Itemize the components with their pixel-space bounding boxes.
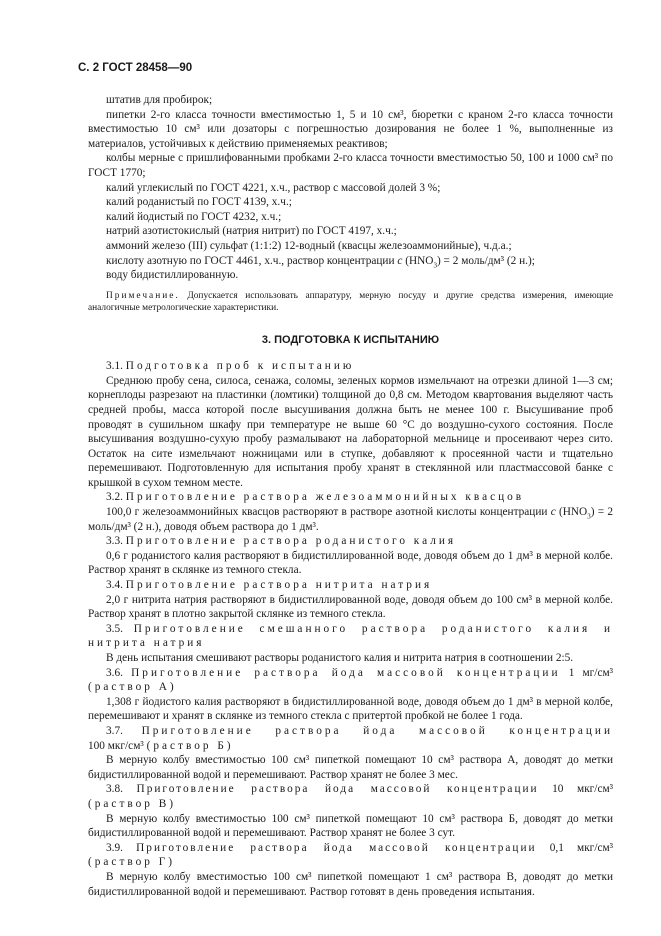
clause-heading-3-3: 3.3. Приготовление раствора роданистого калия — [106, 535, 457, 548]
equipment-item: пипетки 2-го класса точности вместимостью 1, 5 и 10 см³, бюретки с краном 2-го класса точности вместимостью 10 см³ или дозаторы с погрешностью дозирования не более 1 %, выполненные из материалов, устойчивых к действию применяемых реактивов; — [88, 108, 613, 150]
reagent-item: калий роданистый по ГОСТ 4139, х.ч.; — [106, 196, 292, 209]
reagent-item: калий углекислый по ГОСТ 4221, х.ч., раствор с массовой долей 3 %; — [106, 181, 441, 194]
clause-heading-3-2: 3.2. Приготовление раствора железоаммонийных квасцов — [106, 491, 525, 504]
equipment-item: колбы мерные с пришлифованными пробками 2-го класса точности вместимостью 50, 100 и 1000 см³ по ГОСТ 1770; — [88, 152, 613, 179]
document-content — [88, 93, 613, 899]
reagent-item: кислоту азотную по ГОСТ 4461, х.ч., раствор концентрации c $(HNO_3) = 2$ моль/дм³ (2 н.); — [106, 254, 535, 269]
clause-heading-3-9-cont: (раствор Г) — [88, 856, 176, 869]
clause-heading-3-5: 3.5. Приготовление смешанного раствора роданистого калия и — [106, 622, 613, 635]
note-text: Допускается использовать аппаратуру, мерную посуду и другие средства измерения, имеющие аналогичные метрологические характеристики. — [88, 290, 613, 314]
clause-text-3-3: 0,6 г роданистого калия растворяют в бидистиллированной воде, доводя объем до 1 дм³ в мерной колбе. Раствор хранят в склянке из темного стекла. — [88, 549, 613, 577]
reagent-item: натрий азотистокислый (натрия нитрит) по ГОСТ 4197, х.ч.; — [106, 225, 397, 238]
equipment-item: штатив для пробирок; — [106, 94, 213, 106]
note-label: Примечание. — [106, 290, 180, 301]
reagent-item: воду бидистиллированную. — [106, 269, 239, 282]
clause-heading-3-9: 3.9. Приготовление раствора йода массовой концентрации 0,1 мкг/см³ — [106, 841, 614, 854]
clause-heading-3-5-cont: нитрита натрия — [88, 637, 205, 650]
reagent-item: аммоний железо (III) сульфат (1:1:2) 12-водный (квасцы железоаммонийные), ч.д.а.; — [106, 239, 512, 252]
clause-text-3-6: 1,308 г йодистого калия растворяют в бидистиллированной воде, доводя объем до 1 дм³ в мерной колбе, перемешивают и хранят в склянке из темного стекла с притертой пробкой не более 1 года. — [88, 695, 613, 723]
clause-text-3-9: В мерную колбу вместимостью 100 см³ пипеткой помещают 1 см³ раствора В, доводят до метки бидистиллированной водой и перемешивают. Раствор готовят в день проведения испытания. — [88, 870, 613, 898]
clause-heading-3-1: 3.1. Подготовка проб к испытанию — [106, 360, 355, 373]
clause-heading-3-6: 3.6. Приготовление раствора йода массовой концентрации 1 мг/см³ — [106, 666, 613, 679]
clause-heading-3-8: 3.8. Приготовление раствора йода массовой концентрации 10 мкг/см³ — [106, 783, 614, 796]
clause-text-3-1: Среднюю пробу сена, силоса, сенажа, соломы, зеленых кормов измельчают на отрезки длиной 1—3 см; корнеплоды разрезают на пластинки (ломтики) толщиной до 0,8 см. Методом квартования выделяют часть средней пробы, масса которой после высушивания должна быть не менее 100 г. Высушивание проб проводят в сушильном шкафу при температуре не выше 60 °С до воздушно-сухого состояния. После высушивания воздушно-сухую пробу размалывают на лабораторной мельнице и просеивают через сито. Остаток на сите измельчают ножницами или в ступке, добавляют к просеянной части и тщательно перемешивают. Подготовленную для испытания пробу хранят в стеклянной или пластмассовой банке с крышкой в сухом темном месте. — [88, 374, 613, 489]
clause-text-3-8: В мерную колбу вместимостью 100 см³ пипеткой помещают 10 см³ раствора Б, доводят до метки бидистиллированной водой и перемешивают. Раствор хранят не более 3 сут. — [88, 812, 613, 840]
reagent-item: калий йодистый по ГОСТ 4232, х.ч.; — [106, 210, 282, 223]
section-title: 3. ПОДГОТОВКА К ИСПЫТАНИЮ — [261, 333, 440, 346]
clause-text-3-5: В день испытания смешивают растворы роданистого калия и нитрита натрия в соотношении 2:5. — [106, 652, 574, 664]
clause-heading-3-7-cont: 100 мкг/см³ (раствор Б) — [88, 739, 234, 752]
clause-text-3-2: 100,0 г железоаммонийных квасцов растворяют в растворе азотной кислоты концентрации c $(HNO_3) = 2$ моль/дм³ (2 н.), доводя объем раствора до 1 дм³. — [88, 506, 614, 533]
note — [88, 290, 613, 315]
clause-text-3-4: 2,0 г нитрита натрия растворяют в бидистиллированной воде, доводя объем до 100 см³ в мерной колбе. Раствор хранят в плотно закрытой склянке из темного стекла. — [88, 593, 613, 621]
clause-heading-3-6-cont: (раствор А) — [88, 681, 177, 694]
clause-text-3-7: В мерную колбу вместимостью 100 см³ пипеткой помещают 10 см³ раствора А, доводят до метки бидистиллированной водой и перемешивают. Раствор хранят не более 3 мес. — [88, 754, 613, 781]
clause-heading-3-8-cont: (раствор В) — [88, 797, 177, 810]
clause-heading-3-7: 3.7. Приготовление раствора йода массовой концентрации — [106, 724, 613, 737]
page-header: С. 2 ГОСТ 28458—90 — [78, 62, 193, 74]
clause-heading-3-4: 3.4. Приготовление раствора нитрита натрия — [106, 579, 433, 592]
